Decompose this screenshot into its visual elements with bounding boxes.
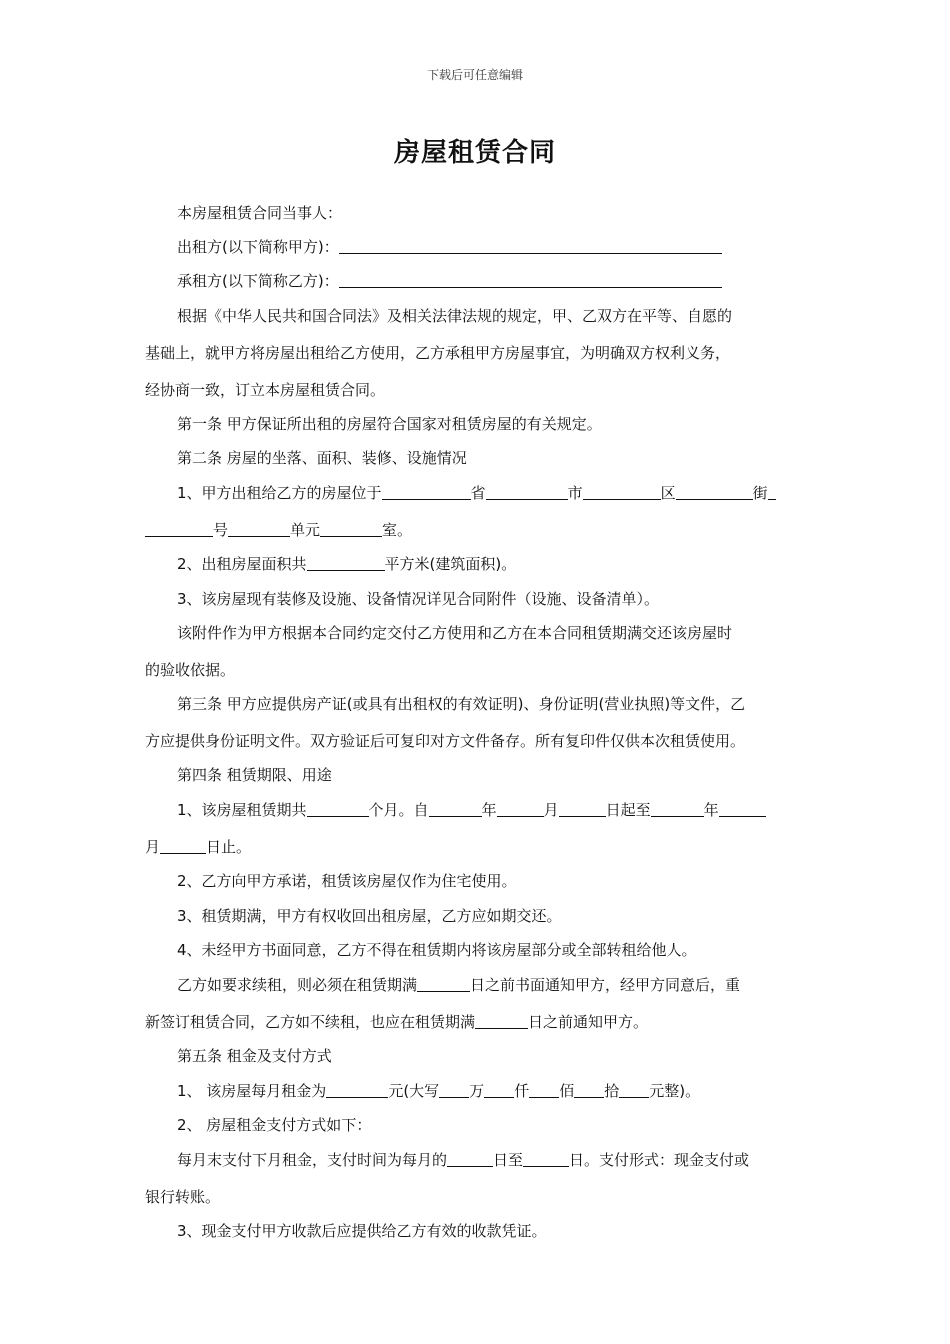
province-label: 省: [470, 484, 486, 502]
parties-line: [177, 203, 817, 223]
start-month-label: 月: [543, 801, 559, 819]
renew-label-c: 新签订租赁合同，乙方如不续租，也应在租赁期满: [145, 1013, 476, 1031]
district-label: 区: [660, 484, 676, 502]
article-3-line-1: 第三条 甲方应提供房产证(或具有出租权的有效证明)、身份证明(营业执照)等文件，乙: [177, 695, 746, 713]
payment-label-a: 每月末支付下月租金，支付时间为每月的: [177, 1151, 448, 1169]
yuan-blank[interactable]: [619, 1081, 649, 1098]
rent-amount-blank[interactable]: [326, 1081, 388, 1098]
term-from-label: 个月。自: [368, 801, 429, 819]
location-line-1: [177, 483, 817, 503]
number-label: 号: [213, 521, 229, 539]
end-day-blank[interactable]: [160, 837, 206, 854]
end-month-label: 月: [145, 838, 161, 856]
article-2-heading: 第二条 房屋的坐落、面积、装修、设施情况: [177, 449, 467, 467]
renew-label-b: 日之前书面通知甲方，经甲方同意后，重: [470, 976, 741, 994]
contract-title: 房屋租赁合同: [393, 138, 556, 168]
attachment-line-1: 该附件作为甲方根据本合同约定交付乙方使用和乙方在本合同租赁期满交还该房屋时: [177, 624, 733, 642]
start-year-label: 年: [481, 801, 497, 819]
city-label: 市: [567, 484, 583, 502]
room-blank[interactable]: [320, 520, 382, 537]
page-header-note: 下载后可任意编辑: [426, 68, 523, 82]
pay-day-to-blank[interactable]: [523, 1150, 569, 1167]
pay-day-from-blank[interactable]: [447, 1150, 493, 1167]
bai-label: 佰: [559, 1082, 575, 1100]
basis-line-1: 根据《中华人民共和国合同法》及相关法律法规的规定，甲、乙双方在平等、自愿的: [177, 307, 733, 325]
unit-blank[interactable]: [228, 520, 290, 537]
wan-label: 万: [469, 1082, 485, 1100]
renew-label-a: 乙方如要求续租，则必须在租赁期满: [177, 976, 418, 994]
bai-blank[interactable]: [529, 1081, 559, 1098]
rent-label: 1、 该房屋每月租金为: [177, 1082, 327, 1100]
parties-label: 本房屋租赁合同当事人：: [177, 204, 343, 222]
attachment-line-2: 的验收依据。: [145, 661, 236, 679]
basis-line-3: 经协商一致，订立本房屋租赁合同。: [145, 381, 386, 399]
term-label: 1、该房屋租赁期共: [177, 801, 307, 819]
street-label: 街: [752, 484, 768, 502]
payment-heading: 2、 房屋租金支付方式如下：: [177, 1116, 372, 1134]
rent-capital-label: 元(大写: [388, 1082, 440, 1100]
payment-line-1: [177, 1150, 817, 1170]
use-line: 2、乙方向甲方承诺，租赁该房屋仅作为住宅使用。: [177, 872, 517, 890]
street-blank[interactable]: [676, 483, 753, 500]
yuan-label: 元整)。: [649, 1082, 701, 1100]
term-line-1: [177, 800, 817, 820]
payment-line-2: 银行转账。: [145, 1188, 221, 1206]
term-months-blank[interactable]: [307, 800, 369, 817]
lessee-label: 承租方(以下简称乙方)：: [177, 272, 339, 290]
rent-line: [177, 1081, 817, 1101]
district-blank[interactable]: [583, 483, 661, 500]
area-unit: 平方米(建筑面积)。: [384, 555, 517, 573]
sublet-line: 4、未经甲方书面同意，乙方不得在租赁期内将该房屋部分或全部转租给他人。: [177, 941, 697, 959]
number-blank[interactable]: [145, 520, 213, 537]
article-4-heading: 第四条 租赁期限、用途: [177, 766, 332, 784]
qian-blank[interactable]: [484, 1081, 514, 1098]
expire-line: 3、租赁期满，甲方有权收回出租房屋，乙方应如期交还。: [177, 907, 562, 925]
start-day-blank[interactable]: [559, 800, 606, 817]
shi-label: 拾: [604, 1082, 620, 1100]
area-line: [177, 554, 817, 574]
location-label: 1、甲方出租给乙方的房屋位于: [177, 484, 382, 502]
unit-label: 单元: [290, 521, 321, 539]
renew-label-d: 日之前通知甲方。: [528, 1013, 649, 1031]
end-day-label: 日止。: [206, 838, 252, 856]
term-line-2: [145, 837, 815, 857]
start-day-label: 日起至: [605, 801, 651, 819]
article-3-line-2: 方应提供身份证明文件。双方验证后可复印对方文件备存。所有复印件仅供本次租赁使用。: [145, 732, 746, 750]
location-line-2: [145, 520, 815, 540]
end-year-blank[interactable]: [651, 800, 704, 817]
lessor-line: [177, 237, 817, 257]
street-trail-blank[interactable]: [768, 483, 776, 500]
decoration-line: 3、该房屋现有装修及设施、设备情况详见合同附件（设施、设备清单）。: [177, 590, 660, 608]
end-month-trail-blank[interactable]: [719, 800, 766, 817]
lessor-label: 出租方(以下简称甲方)：: [177, 238, 339, 256]
lessee-line: [177, 271, 817, 291]
qian-label: 仟: [514, 1082, 530, 1100]
shi-blank[interactable]: [574, 1081, 604, 1098]
area-label: 2、出租房屋面积共: [177, 555, 307, 573]
renew-days-blank[interactable]: [417, 975, 470, 992]
notice-days-blank[interactable]: [475, 1012, 528, 1029]
area-blank[interactable]: [307, 554, 385, 571]
room-label: 室。: [382, 521, 413, 539]
wan-blank[interactable]: [439, 1081, 469, 1098]
lessee-blank[interactable]: [339, 271, 722, 288]
receipt-line: 3、现金支付甲方收款后应提供给乙方有效的收款凭证。: [177, 1222, 547, 1240]
city-blank[interactable]: [486, 483, 568, 500]
province-blank[interactable]: [382, 483, 471, 500]
article-1: 第一条 甲方保证所出租的房屋符合国家对租赁房屋的有关规定。: [177, 415, 602, 433]
basis-line-2: 基础上，就甲方将房屋出租给乙方使用，乙方承租甲方房屋事宜，为明确双方权利义务，: [145, 344, 731, 362]
renew-line-1: [177, 975, 817, 995]
end-year-label: 年: [703, 801, 719, 819]
start-month-blank[interactable]: [497, 800, 544, 817]
start-year-blank[interactable]: [429, 800, 482, 817]
lessor-blank[interactable]: [339, 237, 722, 254]
payment-label-c: 日。支付形式：现金支付或: [569, 1151, 750, 1169]
article-5-heading: 第五条 租金及支付方式: [177, 1047, 332, 1065]
payment-label-b: 日至: [493, 1151, 524, 1169]
renew-line-2: [145, 1012, 815, 1032]
